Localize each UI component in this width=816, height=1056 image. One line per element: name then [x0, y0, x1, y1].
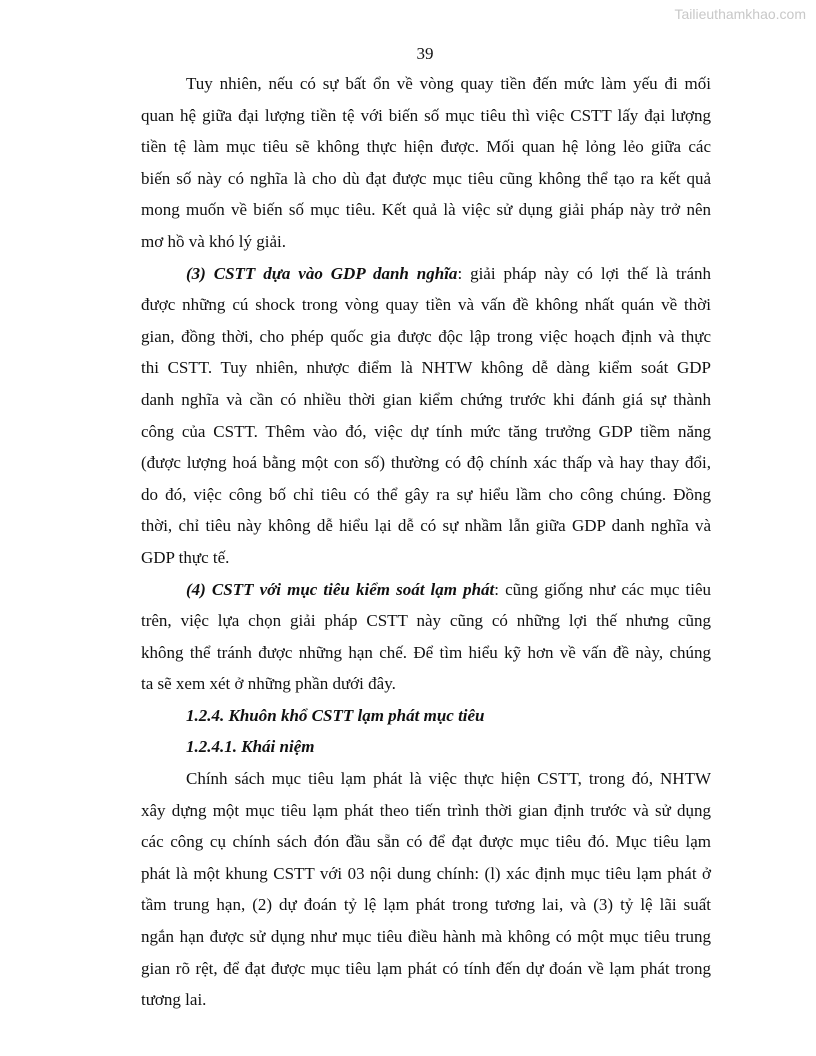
text-line: danh nghĩa và cần có nhiều thời gian kiểm chứng trước khi đánh giá sự thành — [141, 389, 711, 409]
text-line: các công cụ chính sách đón đầu sẵn có để đạt được mục tiêu đó. Mục tiêu lạm — [141, 832, 711, 852]
text-line: ta sẽ xem xét ở những phần dưới đây. — [141, 674, 396, 694]
text-line: được những cú shock trong vòng quay tiền và vấn đề không nhất quán về thời — [141, 295, 711, 315]
text-line: thi CSTT. Tuy nhiên, nhược điểm là NHTW không dễ dàng kiểm soát GDP — [141, 358, 711, 378]
section-heading: 1.2.4. Khuôn khổ CSTT lạm phát mục tiêu — [186, 705, 485, 725]
text-line: ngắn hạn được sử dụng như mục tiêu điều hành mà không có một mục tiêu trung — [141, 927, 711, 947]
text-line: phát là một khung CSTT với 03 nội dung chính: (l) xác định mục tiêu lạm phát ở — [141, 863, 711, 883]
text-line: (3) CSTT dựa vào GDP danh nghĩa: giải pháp này có lợi thế là tránh — [186, 263, 711, 283]
text-line: biến số này có nghĩa là cho dù đạt được mục tiêu cũng không thể tạo ra kết quả — [141, 168, 711, 188]
text-line: thời, chỉ tiêu này không dễ hiểu lại dễ có sự nhầm lẫn giữa GDP danh nghĩa và — [141, 516, 711, 536]
text-line: (4) CSTT với mục tiêu kiểm soát lạm phát: cũng giống như các mục tiêu — [186, 579, 711, 599]
emphasis-term: (4) CSTT với mục tiêu kiểm soát lạm phát — [186, 579, 495, 599]
text-line: GDP thực tế. — [141, 547, 230, 567]
paragraph-definition — [141, 763, 711, 1016]
text-line: không thể tránh được những hạn chế. Để tìm hiểu kỹ hơn về vấn đề này, chúng — [141, 642, 711, 662]
text-line: do đó, việc công bố chỉ tiêu có thể gây ra sự hiểu lầm cho công chúng. Đồng — [141, 484, 711, 504]
text-line: quan hệ giữa đại lượng tiền tệ với biến số mục tiêu thì việc CSTT lấy đại lượng — [141, 105, 711, 125]
paragraph-nominal-gdp — [141, 258, 711, 574]
text-line: (được lượng hoá bằng một con số) thường có độ chính xác thấp và hay thay đổi, — [141, 453, 711, 473]
text-line: xây dựng một mục tiêu lạm phát theo tiến trình thời gian định trước và sử dụng — [141, 800, 711, 820]
text-line: Tuy nhiên, nếu có sự bất ổn về vòng quay tiền đến mức làm yếu đi mối — [186, 74, 711, 93]
subsection-heading: 1.2.4.1. Khái niệm — [186, 737, 315, 757]
emphasis-term: (3) CSTT dựa vào GDP danh nghĩa — [186, 263, 458, 283]
text-line: tiền tệ làm mục tiêu sẽ không thực hiện được. Mối quan hệ lỏng lẻo giữa các — [141, 137, 711, 157]
text-line: công của CSTT. Thêm vào đó, việc dự tính mức tăng trưởng GDP tiềm năng — [141, 421, 711, 441]
text-line: gian rõ rệt, để đạt được mục tiêu lạm phát có tính đến dự đoán về lạm phát trong — [141, 958, 711, 978]
document-body — [141, 68, 711, 1016]
text-line: trên, việc lựa chọn giải pháp CSTT này cũng có những lợi thế nhưng cũng — [141, 611, 711, 631]
text-line: tương lai. — [141, 990, 207, 1010]
text-line: gian, đồng thời, cho phép quốc gia được độc lập trong việc hoạch định và thực — [141, 326, 711, 346]
page-number: 39 — [416, 44, 434, 63]
text-line: mong muốn về biến số mục tiêu. Kết quả là việc sử dụng giải pháp này trở nên — [141, 200, 711, 220]
text-line: mơ hồ và khó lý giải. — [141, 231, 286, 251]
text-line: tầm trung hạn, (2) dự đoán tỷ lệ lạm phát trong tương lai, và (3) tỷ lệ lãi suất — [141, 895, 711, 915]
text-line: Chính sách mục tiêu lạm phát là việc thực hiện CSTT, trong đó, NHTW — [186, 769, 711, 789]
watermark: Tailieuthamkhao.com — [674, 6, 806, 22]
paragraph-monetary-targeting — [141, 68, 711, 258]
paragraph-inflation-control — [141, 574, 711, 700]
